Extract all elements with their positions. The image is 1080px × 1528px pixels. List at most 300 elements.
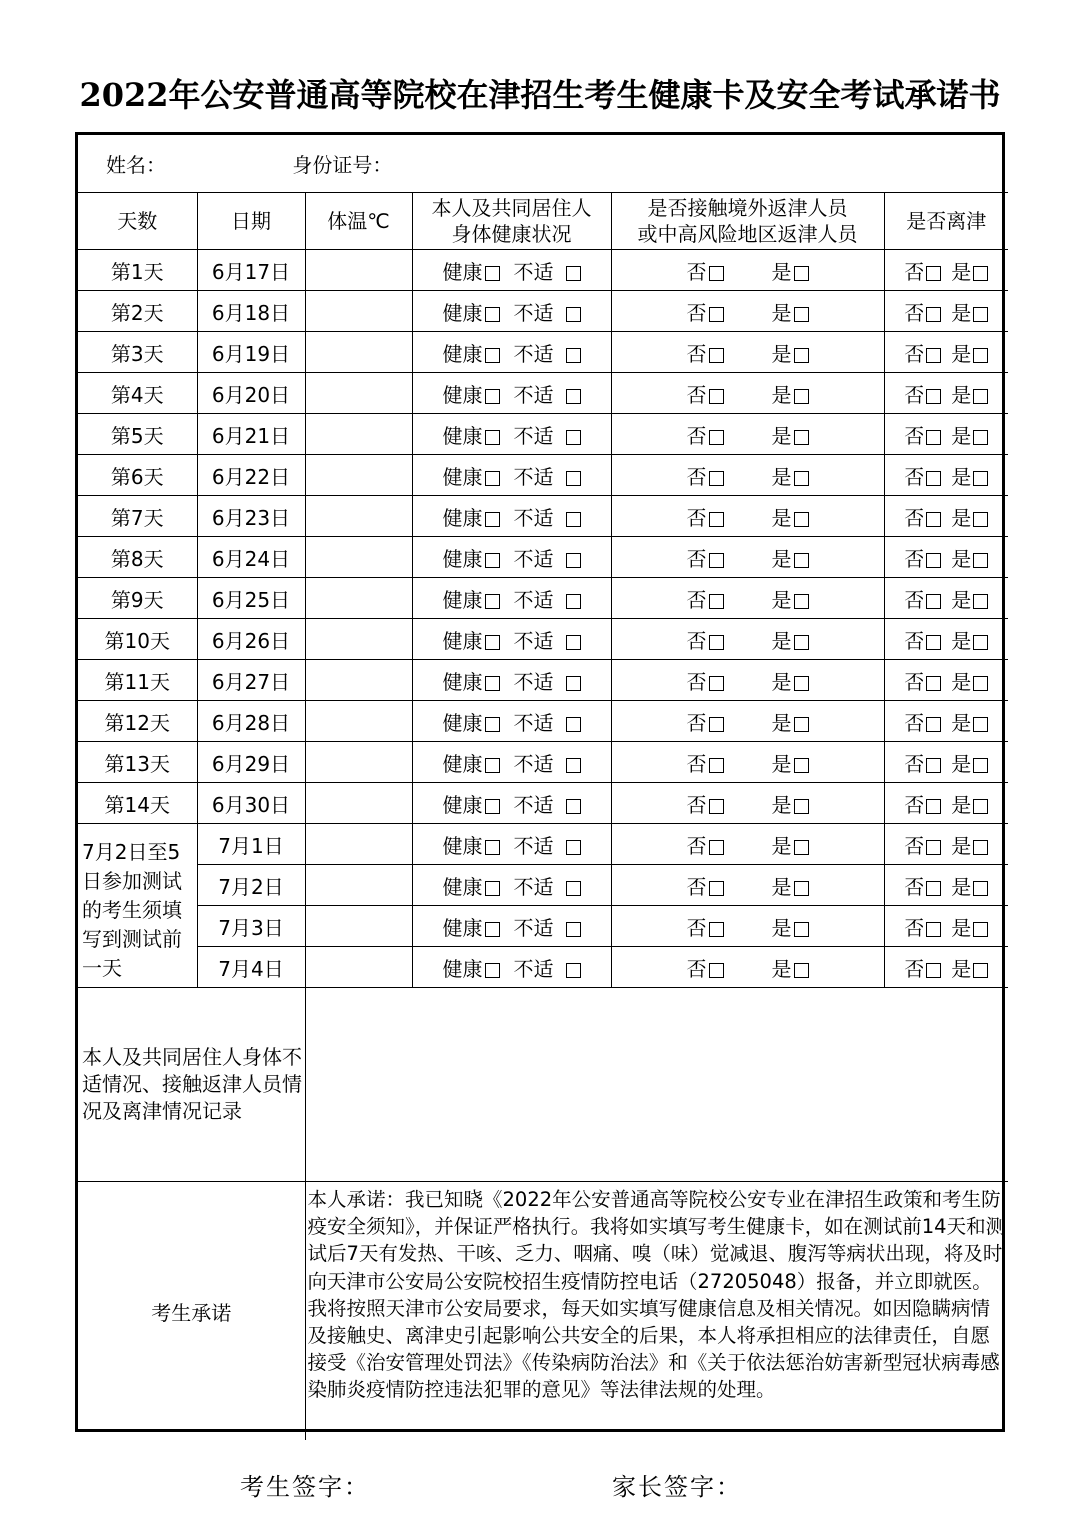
leave-yes-label: 是: [951, 423, 972, 448]
unwell-option[interactable]: [514, 297, 581, 326]
leave-no-checkbox[interactable]: [926, 881, 941, 896]
contact-yes-label: 是: [771, 505, 792, 530]
leave-yes-label: 是: [951, 505, 972, 530]
leave-yes-option[interactable]: [951, 871, 988, 900]
leave-yes-checkbox[interactable]: [973, 389, 988, 404]
contact-yes-label: 是: [771, 423, 792, 448]
contact-no-checkbox[interactable]: [709, 594, 724, 609]
table-row: [78, 824, 1008, 865]
temperature-input[interactable]: [305, 332, 412, 373]
healthy-label: 健康: [442, 628, 483, 653]
temperature-input[interactable]: [305, 742, 412, 783]
healthy-option[interactable]: [443, 379, 500, 408]
unwell-option[interactable]: [514, 707, 581, 736]
unwell-checkbox[interactable]: [566, 758, 581, 773]
leave-yes-checkbox[interactable]: [973, 922, 988, 937]
contact-yes-label: 是: [771, 341, 792, 366]
contact-no-checkbox[interactable]: [709, 635, 724, 650]
leave-yes-option[interactable]: [951, 584, 988, 613]
contact-yes-option[interactable]: [772, 830, 809, 859]
healthy-option[interactable]: [443, 707, 500, 736]
contact-no-checkbox[interactable]: [709, 758, 724, 773]
contact-yes-checkbox[interactable]: [794, 758, 809, 773]
leave-no-option[interactable]: [904, 871, 941, 900]
leave-no-option[interactable]: [904, 748, 941, 777]
leave-yes-checkbox[interactable]: [973, 758, 988, 773]
leave-yes-checkbox[interactable]: [973, 266, 988, 281]
healthy-option[interactable]: [443, 953, 500, 982]
leave-no-option[interactable]: [904, 256, 941, 285]
unwell-option[interactable]: [514, 871, 581, 900]
leave-no-label: 否: [904, 628, 925, 653]
unwell-checkbox[interactable]: [566, 389, 581, 404]
contact-status-cell: [611, 455, 884, 496]
contact-no-label: 否: [686, 587, 707, 612]
leave-yes-checkbox[interactable]: [973, 717, 988, 732]
unwell-option[interactable]: [514, 379, 581, 408]
unwell-option[interactable]: [514, 256, 581, 285]
temperature-input[interactable]: [305, 783, 412, 824]
leave-no-option[interactable]: [904, 707, 941, 736]
contact-no-checkbox[interactable]: [709, 553, 724, 568]
leave-no-checkbox[interactable]: [926, 471, 941, 486]
unwell-option[interactable]: [514, 830, 581, 859]
contact-yes-option[interactable]: [772, 625, 809, 654]
leave-no-checkbox[interactable]: [926, 799, 941, 814]
leave-yes-checkbox[interactable]: [973, 840, 988, 855]
temperature-input[interactable]: [305, 906, 412, 947]
leave-no-option[interactable]: [904, 543, 941, 572]
healthy-checkbox[interactable]: [485, 430, 500, 445]
contact-yes-checkbox[interactable]: [794, 799, 809, 814]
healthy-checkbox[interactable]: [485, 471, 500, 486]
leave-no-label: 否: [904, 587, 925, 612]
leave-no-option[interactable]: [904, 625, 941, 654]
contact-yes-checkbox[interactable]: [794, 348, 809, 363]
contact-yes-checkbox[interactable]: [794, 594, 809, 609]
healthy-label: 健康: [442, 341, 483, 366]
contact-no-option[interactable]: [687, 461, 724, 490]
contact-no-checkbox[interactable]: [709, 881, 724, 896]
leave-no-option[interactable]: [904, 338, 941, 367]
contact-no-option[interactable]: [687, 789, 724, 818]
unwell-option[interactable]: [514, 543, 581, 572]
date-cell: 6月29日: [197, 742, 305, 783]
leave-no-checkbox[interactable]: [926, 512, 941, 527]
leave-status-cell: [884, 373, 1008, 414]
healthy-option[interactable]: [443, 666, 500, 695]
healthy-option[interactable]: [443, 297, 500, 326]
unwell-checkbox[interactable]: [566, 881, 581, 896]
leave-no-checkbox[interactable]: [926, 594, 941, 609]
contact-no-option[interactable]: [687, 625, 724, 654]
unwell-checkbox[interactable]: [566, 430, 581, 445]
unwell-checkbox[interactable]: [566, 594, 581, 609]
contact-no-option[interactable]: [687, 338, 724, 367]
day-cell: 第7天: [78, 496, 197, 537]
unwell-checkbox[interactable]: [566, 471, 581, 486]
unwell-checkbox[interactable]: [566, 553, 581, 568]
leave-yes-option[interactable]: [951, 789, 988, 818]
leave-yes-label: 是: [951, 710, 972, 735]
contact-no-option[interactable]: [687, 871, 724, 900]
unwell-option[interactable]: [514, 953, 581, 982]
leave-yes-option[interactable]: [951, 338, 988, 367]
contact-no-option[interactable]: [687, 543, 724, 572]
temperature-input[interactable]: [305, 373, 412, 414]
leave-yes-option[interactable]: [951, 830, 988, 859]
contact-yes-option[interactable]: [772, 338, 809, 367]
contact-yes-label: 是: [771, 956, 792, 981]
unwell-option[interactable]: [514, 912, 581, 941]
healthy-option[interactable]: [443, 912, 500, 941]
unwell-option[interactable]: [514, 338, 581, 367]
contact-status-cell: [611, 865, 884, 906]
healthy-checkbox[interactable]: [485, 676, 500, 691]
healthy-checkbox[interactable]: [485, 963, 500, 978]
temperature-input[interactable]: [305, 537, 412, 578]
healthy-checkbox[interactable]: [485, 635, 500, 650]
contact-no-checkbox[interactable]: [709, 512, 724, 527]
leave-status-cell: [884, 906, 1008, 947]
leave-yes-label: 是: [951, 587, 972, 612]
unwell-checkbox[interactable]: [566, 922, 581, 937]
contact-yes-option[interactable]: [772, 953, 809, 982]
temperature-input[interactable]: [305, 291, 412, 332]
unwell-option[interactable]: [514, 584, 581, 613]
contact-no-checkbox[interactable]: [709, 717, 724, 732]
leave-yes-checkbox[interactable]: [973, 881, 988, 896]
contact-no-option[interactable]: [687, 297, 724, 326]
contact-yes-label: 是: [771, 464, 792, 489]
leave-no-checkbox[interactable]: [926, 553, 941, 568]
leave-no-label: 否: [904, 382, 925, 407]
health-status-cell: [412, 578, 611, 619]
healthy-option[interactable]: [443, 256, 500, 285]
contact-yes-checkbox[interactable]: [794, 676, 809, 691]
leave-yes-label: 是: [951, 300, 972, 325]
healthy-option[interactable]: [443, 502, 500, 531]
leave-no-checkbox[interactable]: [926, 840, 941, 855]
healthy-option[interactable]: [443, 625, 500, 654]
healthy-checkbox[interactable]: [485, 389, 500, 404]
day-cell: 第12天: [78, 701, 197, 742]
contact-yes-checkbox[interactable]: [794, 389, 809, 404]
contact-yes-option[interactable]: [772, 707, 809, 736]
leave-yes-checkbox[interactable]: [973, 512, 988, 527]
contact-yes-checkbox[interactable]: [794, 512, 809, 527]
contact-no-option[interactable]: [687, 830, 724, 859]
contact-yes-checkbox[interactable]: [794, 307, 809, 322]
contact-no-checkbox[interactable]: [709, 307, 724, 322]
healthy-checkbox[interactable]: [485, 594, 500, 609]
unwell-checkbox[interactable]: [566, 635, 581, 650]
contact-no-option[interactable]: [687, 912, 724, 941]
leave-no-option[interactable]: [904, 297, 941, 326]
leave-yes-option[interactable]: [951, 420, 988, 449]
contact-yes-checkbox[interactable]: [794, 717, 809, 732]
leave-yes-label: 是: [951, 915, 972, 940]
leave-no-option[interactable]: [904, 461, 941, 490]
leave-no-label: 否: [904, 259, 925, 284]
leave-no-checkbox[interactable]: [926, 676, 941, 691]
leave-yes-checkbox[interactable]: [973, 348, 988, 363]
contact-no-label: 否: [686, 382, 707, 407]
temperature-input[interactable]: [305, 619, 412, 660]
leave-status-cell: [884, 578, 1008, 619]
contact-yes-option[interactable]: [772, 297, 809, 326]
contact-yes-option[interactable]: [772, 912, 809, 941]
healthy-label: 健康: [442, 669, 483, 694]
contact-no-checkbox[interactable]: [709, 799, 724, 814]
healthy-option[interactable]: [443, 584, 500, 613]
unwell-label: 不适: [513, 792, 554, 817]
contact-yes-option[interactable]: [772, 420, 809, 449]
student-signature-label: 考生签字：: [240, 1473, 370, 1501]
leave-no-checkbox[interactable]: [926, 635, 941, 650]
contact-no-checkbox[interactable]: [709, 922, 724, 937]
leave-yes-checkbox[interactable]: [973, 471, 988, 486]
leave-no-option[interactable]: [904, 789, 941, 818]
unwell-checkbox[interactable]: [566, 799, 581, 814]
date-cell: 6月20日: [197, 373, 305, 414]
contact-no-option[interactable]: [687, 707, 724, 736]
healthy-checkbox[interactable]: [485, 307, 500, 322]
contact-status-cell: [611, 660, 884, 701]
contact-no-option[interactable]: [687, 953, 724, 982]
unwell-option[interactable]: [514, 789, 581, 818]
leave-yes-checkbox[interactable]: [973, 553, 988, 568]
contact-no-option[interactable]: [687, 748, 724, 777]
leave-no-option[interactable]: [904, 584, 941, 613]
leave-yes-checkbox[interactable]: [973, 963, 988, 978]
leave-no-checkbox[interactable]: [926, 963, 941, 978]
health-status-cell: [412, 660, 611, 701]
contact-no-checkbox[interactable]: [709, 471, 724, 486]
leave-yes-option[interactable]: [951, 379, 988, 408]
contact-no-option[interactable]: [687, 379, 724, 408]
leave-yes-label: 是: [951, 259, 972, 284]
header-leave: 是否离津: [884, 193, 1008, 250]
contact-no-label: 否: [686, 669, 707, 694]
unwell-option[interactable]: [514, 461, 581, 490]
leave-no-option[interactable]: [904, 830, 941, 859]
healthy-checkbox[interactable]: [485, 922, 500, 937]
leave-no-checkbox[interactable]: [926, 758, 941, 773]
contact-no-checkbox[interactable]: [709, 389, 724, 404]
contact-no-checkbox[interactable]: [709, 840, 724, 855]
contact-yes-checkbox[interactable]: [794, 553, 809, 568]
leave-status-cell: [884, 496, 1008, 537]
leave-no-label: 否: [904, 874, 925, 899]
table-row: [78, 414, 1008, 455]
healthy-option[interactable]: [443, 748, 500, 777]
leave-yes-checkbox[interactable]: [973, 307, 988, 322]
healthy-option[interactable]: [443, 543, 500, 572]
unwell-label: 不适: [513, 546, 554, 571]
unwell-checkbox[interactable]: [566, 512, 581, 527]
healthy-label: 健康: [442, 423, 483, 448]
contact-yes-option[interactable]: [772, 584, 809, 613]
healthy-option[interactable]: [443, 461, 500, 490]
unwell-option[interactable]: [514, 666, 581, 695]
temperature-input[interactable]: [305, 947, 412, 988]
healthy-checkbox[interactable]: [485, 266, 500, 281]
contact-no-option[interactable]: [687, 420, 724, 449]
healthy-label: 健康: [442, 710, 483, 735]
table-row: [78, 742, 1008, 783]
contact-yes-checkbox[interactable]: [794, 635, 809, 650]
leave-no-checkbox[interactable]: [926, 307, 941, 322]
contact-yes-checkbox[interactable]: [794, 430, 809, 445]
contact-yes-option[interactable]: [772, 666, 809, 695]
leave-yes-option[interactable]: [951, 502, 988, 531]
contact-yes-option[interactable]: [772, 789, 809, 818]
contact-no-checkbox[interactable]: [709, 676, 724, 691]
temperature-input[interactable]: [305, 660, 412, 701]
contact-no-label: 否: [686, 956, 707, 981]
healthy-checkbox[interactable]: [485, 512, 500, 527]
contact-yes-checkbox[interactable]: [794, 963, 809, 978]
contact-yes-option[interactable]: [772, 543, 809, 572]
leave-yes-checkbox[interactable]: [973, 676, 988, 691]
contact-yes-option[interactable]: [772, 871, 809, 900]
healthy-option[interactable]: [443, 420, 500, 449]
leave-no-option[interactable]: [904, 666, 941, 695]
healthy-checkbox[interactable]: [485, 799, 500, 814]
leave-yes-option[interactable]: [951, 748, 988, 777]
leave-no-option[interactable]: [904, 379, 941, 408]
contact-status-cell: [611, 947, 884, 988]
leave-no-checkbox[interactable]: [926, 348, 941, 363]
unwell-option[interactable]: [514, 502, 581, 531]
contact-yes-option[interactable]: [772, 379, 809, 408]
table-row: [78, 496, 1008, 537]
contact-yes-checkbox[interactable]: [794, 840, 809, 855]
leave-yes-option[interactable]: [951, 912, 988, 941]
leave-status-cell: [884, 742, 1008, 783]
leave-no-checkbox[interactable]: [926, 389, 941, 404]
contact-yes-checkbox[interactable]: [794, 881, 809, 896]
contact-yes-option[interactable]: [772, 502, 809, 531]
contact-yes-label: 是: [771, 792, 792, 817]
leave-no-option[interactable]: [904, 502, 941, 531]
leave-yes-checkbox[interactable]: [973, 635, 988, 650]
leave-yes-option[interactable]: [951, 707, 988, 736]
contact-no-checkbox[interactable]: [709, 430, 724, 445]
healthy-label: 健康: [442, 587, 483, 612]
contact-yes-checkbox[interactable]: [794, 471, 809, 486]
day-cell: 第8天: [78, 537, 197, 578]
healthy-checkbox[interactable]: [485, 717, 500, 732]
temperature-input[interactable]: [305, 865, 412, 906]
healthy-option[interactable]: [443, 789, 500, 818]
unwell-checkbox[interactable]: [566, 676, 581, 691]
contact-yes-checkbox[interactable]: [794, 922, 809, 937]
health-status-cell: [412, 947, 611, 988]
temperature-input[interactable]: [305, 414, 412, 455]
leave-no-checkbox[interactable]: [926, 266, 941, 281]
contact-yes-option[interactable]: [772, 748, 809, 777]
leave-yes-label: 是: [951, 628, 972, 653]
leave-yes-checkbox[interactable]: [973, 799, 988, 814]
unwell-checkbox[interactable]: [566, 266, 581, 281]
temperature-input[interactable]: [305, 455, 412, 496]
leave-yes-option[interactable]: [951, 543, 988, 572]
remark-input[interactable]: [305, 988, 1008, 1182]
leave-no-option[interactable]: [904, 912, 941, 941]
healthy-option[interactable]: [443, 338, 500, 367]
leave-yes-checkbox[interactable]: [973, 594, 988, 609]
contact-no-option[interactable]: [687, 584, 724, 613]
unwell-checkbox[interactable]: [566, 307, 581, 322]
unwell-option[interactable]: [514, 748, 581, 777]
healthy-option[interactable]: [443, 830, 500, 859]
leave-no-checkbox[interactable]: [926, 717, 941, 732]
contact-no-checkbox[interactable]: [709, 348, 724, 363]
unwell-checkbox[interactable]: [566, 717, 581, 732]
contact-yes-option[interactable]: [772, 461, 809, 490]
leave-status-cell: [884, 250, 1008, 291]
unwell-checkbox[interactable]: [566, 348, 581, 363]
healthy-checkbox[interactable]: [485, 348, 500, 363]
day-cell: 第4天: [78, 373, 197, 414]
leave-yes-option[interactable]: [951, 297, 988, 326]
header-day: 天数: [78, 193, 197, 250]
leave-yes-label: 是: [951, 464, 972, 489]
leave-yes-option[interactable]: [951, 256, 988, 285]
leave-yes-option[interactable]: [951, 666, 988, 695]
health-table: [78, 135, 1008, 1440]
healthy-checkbox[interactable]: [485, 758, 500, 773]
unwell-checkbox[interactable]: [566, 840, 581, 855]
unwell-checkbox[interactable]: [566, 963, 581, 978]
leave-yes-option[interactable]: [951, 461, 988, 490]
temperature-input[interactable]: [305, 701, 412, 742]
contact-no-checkbox[interactable]: [709, 266, 724, 281]
contact-no-option[interactable]: [687, 666, 724, 695]
contact-no-option[interactable]: [687, 502, 724, 531]
leave-no-checkbox[interactable]: [926, 430, 941, 445]
contact-status-cell: [611, 250, 884, 291]
leave-no-option[interactable]: [904, 953, 941, 982]
healthy-checkbox[interactable]: [485, 840, 500, 855]
leave-no-checkbox[interactable]: [926, 922, 941, 937]
temperature-input[interactable]: [305, 578, 412, 619]
contact-no-checkbox[interactable]: [709, 963, 724, 978]
temperature-input[interactable]: [305, 824, 412, 865]
healthy-checkbox[interactable]: [485, 881, 500, 896]
healthy-checkbox[interactable]: [485, 553, 500, 568]
contact-yes-option[interactable]: [772, 256, 809, 285]
health-status-cell: [412, 701, 611, 742]
contact-yes-label: 是: [771, 546, 792, 571]
leave-yes-option[interactable]: [951, 625, 988, 654]
unwell-option[interactable]: [514, 420, 581, 449]
leave-yes-checkbox[interactable]: [973, 430, 988, 445]
contact-no-option[interactable]: [687, 256, 724, 285]
leave-no-option[interactable]: [904, 420, 941, 449]
leave-yes-option[interactable]: [951, 953, 988, 982]
leave-yes-label: 是: [951, 956, 972, 981]
contact-yes-checkbox[interactable]: [794, 266, 809, 281]
header-health-line2: 身体健康状况: [451, 222, 572, 246]
temperature-input[interactable]: [305, 250, 412, 291]
temperature-input[interactable]: [305, 496, 412, 537]
id-number-label: 身份证号：: [292, 153, 393, 177]
healthy-option[interactable]: [443, 871, 500, 900]
unwell-option[interactable]: [514, 625, 581, 654]
